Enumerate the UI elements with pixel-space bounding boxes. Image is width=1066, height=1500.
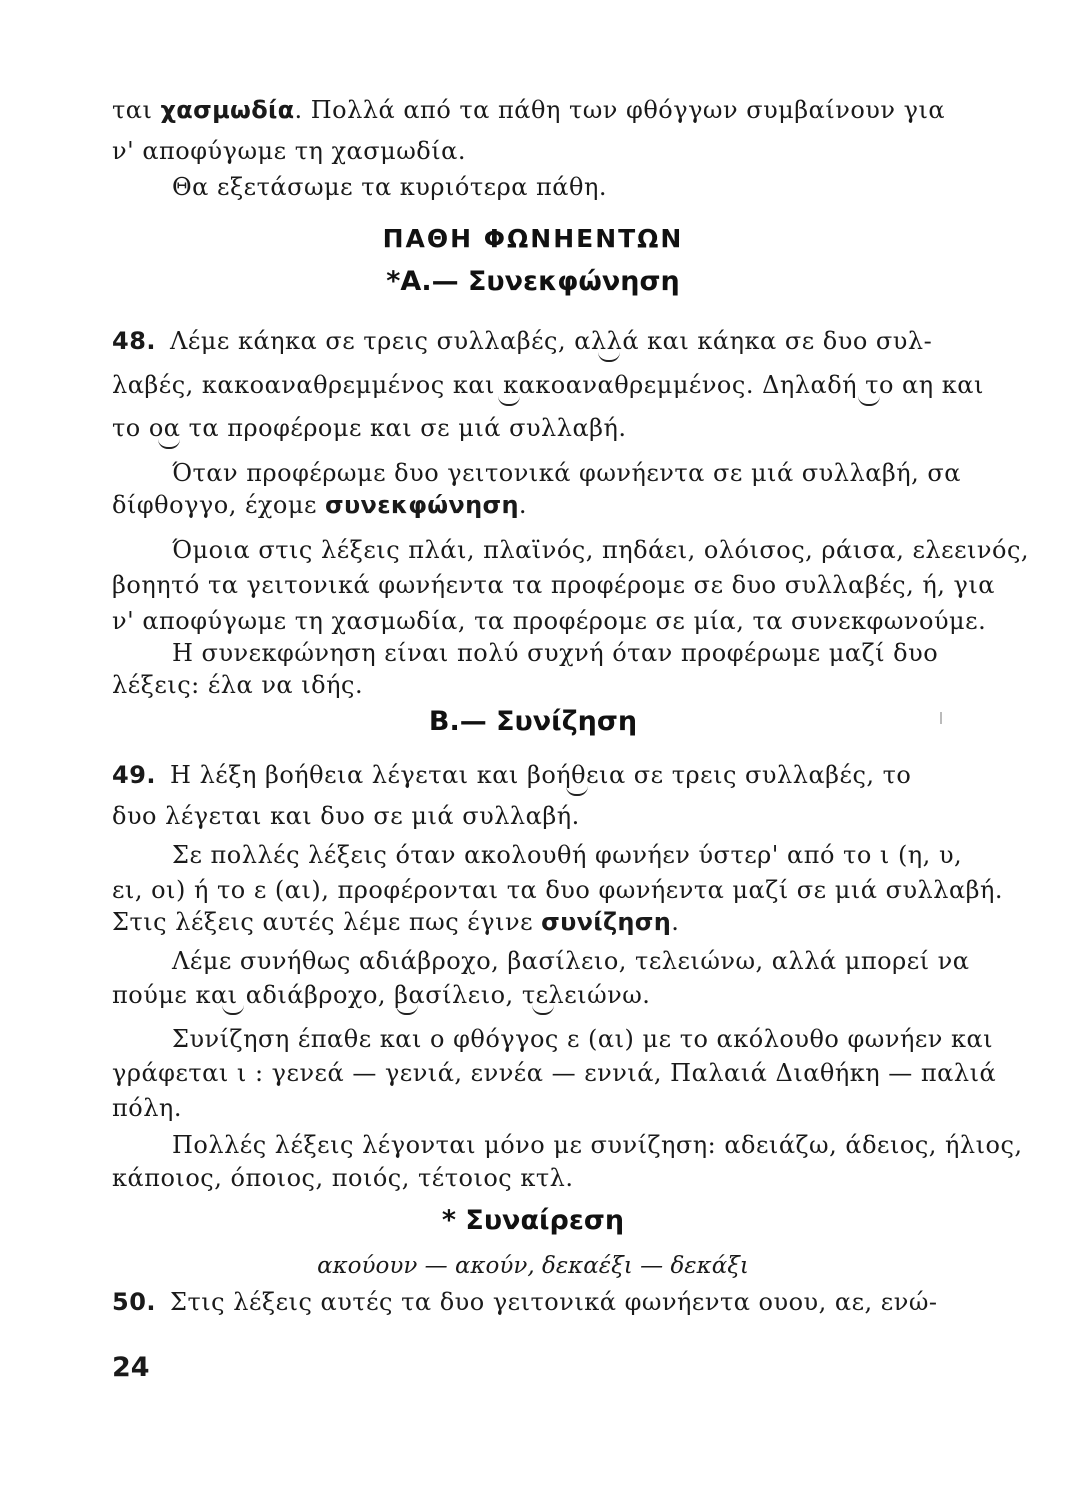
paragraph-49-line: Στις λέξεις αυτές λέμε πως έγινε συνίζηση. [112,908,680,936]
paragraph-number: 49. [112,761,157,789]
synizesis-arc [222,1005,244,1015]
synizesis-arc [532,1005,554,1015]
paragraph-number: 50. [112,1288,157,1316]
paragraph-48-line: δίφθογγο, έχομε συνεκφώνηση. [112,491,527,519]
text-line: Θα εξετάσωμε τα κυριότερα πάθη. [172,173,607,201]
paragraph-48-line: Όμοια στις λέξεις πλάι, πλαϊνός, πηδάει, ολόισος, ράισα, ελεεινός, [172,536,1030,564]
paragraph-48-line: Η συνεκφώνηση είναι πολύ συχνή όταν προφέρωμε μαζί δυο [172,639,939,667]
paragraph-49-line: ει, οι) ή το ε (αι), προφέρονται τα δυο φωνήεντα μαζί σε μιά συλλαβή. [112,876,1004,904]
paragraph-49-line: Συνίζηση έπαθε και ο φθόγγος ε (αι) με το ακόλουθο φωνήεν και [172,1025,994,1053]
synizesis-arc [396,1005,418,1015]
text-line: ται χασμωδία. Πολλά από τα πάθη των φθόγγων συμβαίνουν για [112,96,946,124]
paragraph-48-line: ν' αποφύγωμε τη χασμωδία, τα προφέρομε σε μία, τα συνεκφωνούμε. [112,607,987,635]
synizesis-arc [566,786,588,796]
subsection-heading-b: Β.— Συνίζηση [428,706,638,737]
section-heading: ΠΑΘΗ ΦΩΝΗΕΝΤΩΝ [382,224,684,253]
term-synekfonisi: συνεκφώνηση [325,491,519,519]
paragraph-48-line: λαβές, κακοαναθρεμμένος και κακοαναθρεμμένος. Δηλαδή το αη και [112,371,984,399]
term-synizisi: συνίζηση [541,908,672,936]
paragraph-49-line: δυο λέγεται και δυο σε μιά συλλαβή. [112,802,580,830]
paragraph-48-line: βοηητό τα γειτονικά φωνήεντα τα προφέρομε σε δυο συλλαβές, ή, για [112,571,995,599]
paragraph-48-line: λέξεις: έλα να ιδής. [112,671,364,699]
example-line: ακούουν — ακούν, δεκαέξι — δεκάξι [317,1253,749,1279]
paragraph-48-line: 48. Λέμε κάηκα σε τρεις συλλαβές, αλλά και κάηκα σε δυο συλ- [112,327,933,355]
synizesis-arc [858,396,880,406]
page-number: 24 [112,1352,150,1383]
paragraph-49-line: πόλη. [112,1094,182,1122]
synizesis-arc [498,396,520,406]
subsection-heading-c: * Συναίρεση [441,1205,625,1236]
paragraph-49-line: πούμε και αδιάβροχο, βασίλειο, τελειώνω. [112,981,651,1009]
term-chasmodia: χασμωδία [160,96,295,124]
paragraph-49-line: Λέμε συνήθως αδιάβροχο, βασίλειο, τελειώνω, αλλά μπορεί να [172,947,970,975]
paragraph-50-line: 50. Στις λέξεις αυτές τα δυο γειτονικά φωνήεντα ουου, αε, ενώ- [112,1288,938,1316]
paragraph-49-line: Σε πολλές λέξεις όταν ακολουθή φωνήεν ύστερ' από το ι (η, υ, [172,841,963,869]
text-line: ν' αποφύγωμε τη χασμωδία. [112,137,466,165]
paragraph-48-line: το οα τα προφέρομε και σε μιά συλλαβή. [112,414,627,442]
subsection-heading-a: *Α.— Συνεκφώνηση [386,266,680,297]
paragraph-49-line: κάποιος, όποιος, ποιός, τέτοιος κτλ. [112,1164,574,1192]
synizesis-arc [158,439,180,449]
paragraph-48-line: Όταν προφέρωμε δυο γειτονικά φωνήεντα σε μιά συλλαβή, σα [172,459,962,487]
synizesis-arc [598,352,620,362]
paragraph-number: 48. [112,327,157,355]
paragraph-49-line: 49. Η λέξη βοήθεια λέγεται και βοήθεια σε τρεις συλλαβές, το [112,761,912,789]
paragraph-49-line: Πολλές λέξεις λέγονται μόνο με συνίζηση: αδειάζω, άδειος, ήλιος, [172,1131,1023,1159]
paragraph-49-line: γράφεται ι : γενεά — γενιά, εννέα — εννιά, Παλαιά Διαθήκη — παλιά [112,1059,997,1087]
